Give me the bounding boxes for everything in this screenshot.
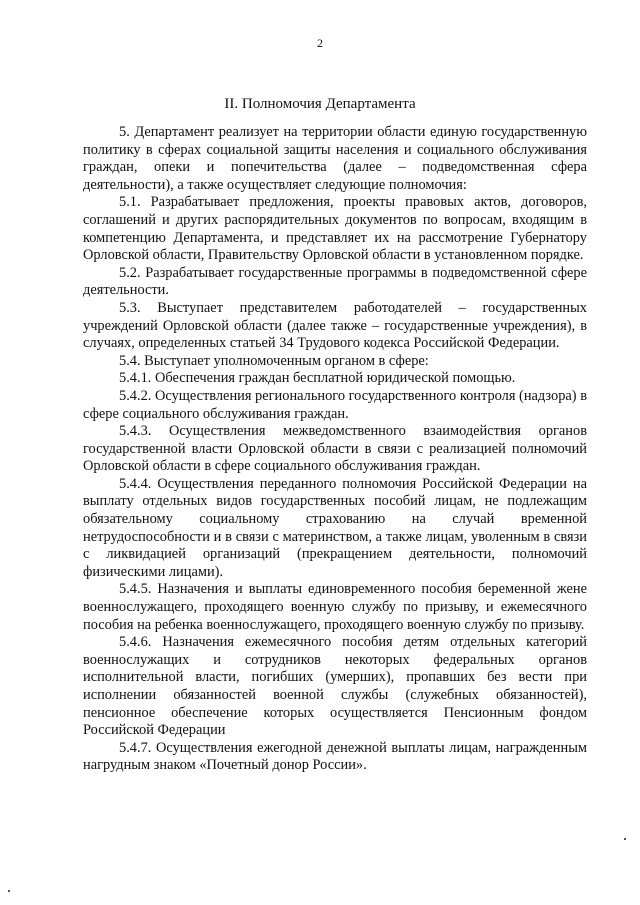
paragraph-5-4-1: 5.4.1. Обеспечения граждан бесплатной юридической помощью. [119, 370, 516, 387]
paragraph-5-4-6: 5.4.6. Назначения ежемесячного пособия детям отдельных категорий военнослужащих и сотрудников некоторых федеральных органов исполнительной власти, погибших (умерших), пропавших без вести при исполнении обязанностей военной службы (служебных обязанностей), пенсионное обеспечение которых осуществляется Пенсионным фондом Российской Федерации [83, 634, 587, 739]
paragraph-5-2: 5.2. Разрабатывает государственные программы в подведомственной сфере деятельности. [83, 264, 587, 299]
paragraph-5-3: 5.3. Выступает представителем работодателей – государственных учреждений Орловской области (далее также – государственные учреждения), в случаях, определенных статьей 34 Трудового кодекса Российской Федерации. [83, 299, 587, 352]
paragraph-5-4-4: 5.4.4. Осуществления переданного полномочия Российской Федерации на выплату отдельных видов государственных пособий лицам, не подлежащим обязательному социальному страхованию на случай временной нетрудоспособности и в связи с материнством, а также лицам, уволенным в связи с ликвидацией организаций (прекращением деятельности, полномочий физическими лицами). [83, 475, 587, 580]
paragraph-5-4-3: 5.4.3. Осуществления межведомственного взаимодействия органов государственной власти Орловской области в связи с реализацией полномочий Орловской области в сфере социального обслуживания граждан. [83, 423, 587, 475]
scan-artifact [624, 838, 626, 840]
paragraph-5-1: 5.1. Разрабатывает предложения, проекты правовых актов, договоров, соглашений и других распорядительных документов по вопросам, входящим в компетенцию Департамента, и представляет их на рассмотрение Губернатору Орловской области, Правительству Орловской области в установленном порядке. [83, 194, 587, 264]
scan-artifact [8, 890, 10, 892]
section-title: II. Полномочия Департамента [224, 96, 416, 112]
paragraph-5-4: 5.4. Выступает уполномоченным органом в сфере: [119, 352, 429, 369]
page-number: 2 [317, 36, 323, 50]
paragraph-5-4-7: 5.4.7. Осуществления ежегодной денежной выплаты лицам, награжденным нагрудным знаком «Почетный донор России». [83, 739, 587, 774]
paragraph-5: 5. Департамент реализует на территории области единую государственную политику в сферах социальной защиты населения и социального обслуживания граждан, опеки и попечительства (далее – подведомственная сфера деятельности), а также осуществляет следующие полномочия: [83, 124, 587, 193]
paragraph-5-4-5: 5.4.5. Назначения и выплаты единовременного пособия беременной жене военнослужащего, проходящего военную службу по призыву, и ежемесячного пособия на ребенка военнослужащего, проходящего военную службу по призыву. [83, 581, 587, 633]
paragraph-5-4-2: 5.4.2. Осуществления регионального государственного контроля (надзора) в сфере социального обслуживания граждан. [83, 387, 587, 422]
document-body [83, 124, 587, 775]
